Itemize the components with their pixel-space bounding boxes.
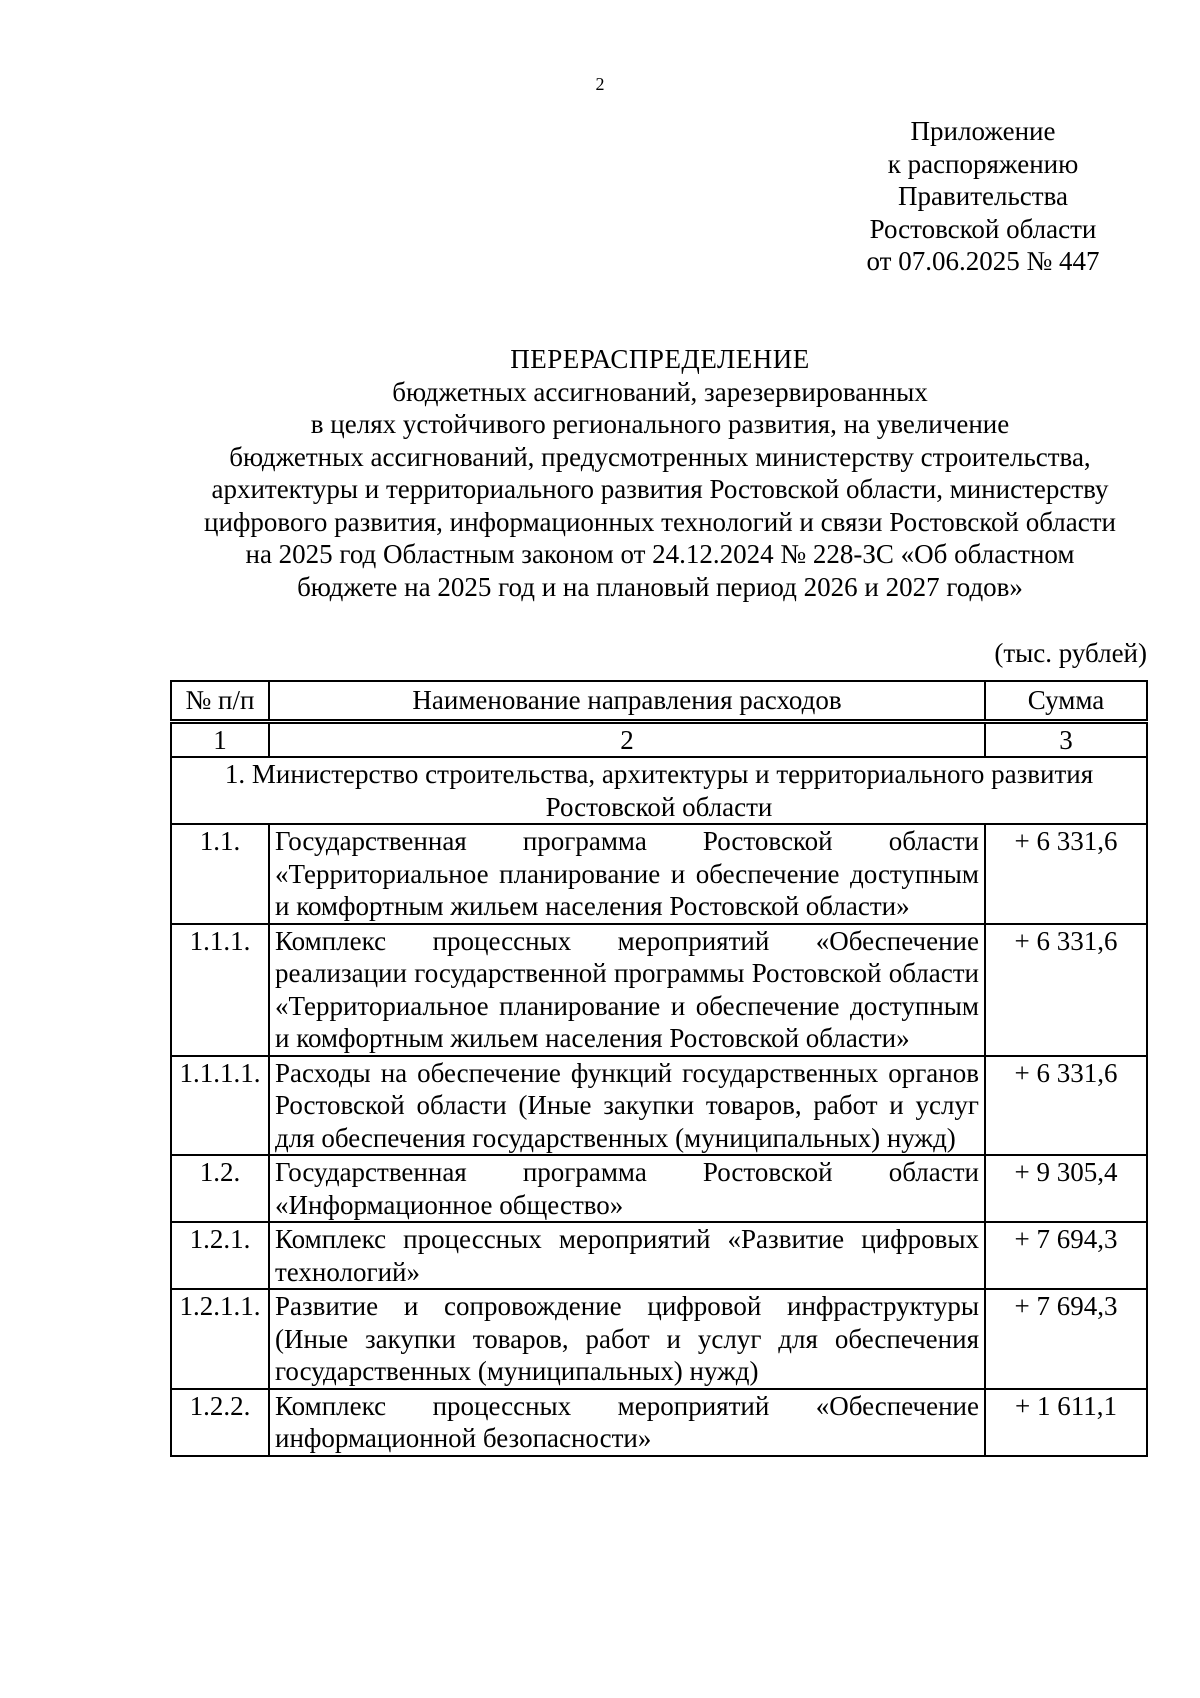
row-name: Развитие и сопровождение цифровой инфраструктуры (Иные закупки товаров, работ и услуг для обеспечения государственных (муниципальных) нужд) (269, 1289, 985, 1389)
row-number: 1.2. (171, 1155, 269, 1222)
title-line: бюджетных ассигнований, предусмотренных министерству строительства, (229, 441, 1091, 472)
budget-table (170, 680, 1148, 1457)
row-name: Расходы на обеспечение функций государственных органов Ростовской области (Иные закупки товаров, работ и услуг для обеспечения государственных (муниципальных) нужд) (269, 1056, 985, 1156)
row-sum: + 6 331,6 (985, 824, 1147, 924)
table-row (171, 1289, 1147, 1389)
table-row (171, 924, 1147, 1056)
row-sum: + 7 694,3 (985, 1222, 1147, 1289)
title-main: ПЕРЕРАСПРЕДЕЛЕНИЕ (510, 344, 810, 374)
document-title (170, 343, 1150, 603)
row-name: Комплекс процессных мероприятий «Обеспечение реализации государственной программы Ростовской области «Территориальное планирование и обеспечение доступным и комфортным жильем населения Ростовской области» (269, 924, 985, 1056)
title-line: на 2025 год Областным законом от 24.12.2024 № 228-ЗС «Об областном (245, 539, 1075, 569)
row-sum: + 6 331,6 (985, 1056, 1147, 1156)
column-numbers-row (171, 721, 1147, 757)
table-header-row (171, 681, 1147, 721)
row-number: 1.1.1.1. (171, 1056, 269, 1156)
title-line: бюджетных ассигнований, зарезервированных (392, 376, 928, 407)
row-number: 1.1. (171, 824, 269, 924)
header-sum: Сумма (985, 681, 1147, 721)
row-sum: + 7 694,3 (985, 1289, 1147, 1389)
section-title: 1. Министерство строительства, архитектуры и территориального развития Ростовской области (171, 757, 1147, 824)
row-sum: + 9 305,4 (985, 1155, 1147, 1222)
row-name: Государственная программа Ростовской области «Информационное общество» (269, 1155, 985, 1222)
row-number: 1.2.1. (171, 1222, 269, 1289)
row-sum: + 1 611,1 (985, 1389, 1147, 1456)
units-label: (тыс. рублей) (994, 638, 1147, 668)
section-row (171, 757, 1147, 824)
title-line: архитектуры и территориального развития Ростовской области, министерству (211, 474, 1109, 504)
row-number: 1.2.2. (171, 1389, 269, 1456)
table-row (171, 1155, 1147, 1222)
column-number: 3 (985, 721, 1147, 757)
page-number: 2 (595, 74, 605, 94)
row-number: 1.2.1.1. (171, 1289, 269, 1389)
row-name: Комплекс процессных мероприятий «Обеспечение информационной безопасности» (269, 1389, 985, 1456)
title-line: цифрового развития, информационных технологий и связи Ростовской области (204, 506, 1116, 537)
title-line: бюджете на 2025 год и на плановый период 2026 и 2027 годов» (297, 571, 1023, 602)
title-line: в целях устойчивого регионального развития, на увеличение (310, 409, 1010, 439)
appendix-line: от 07.06.2025 № 447 (866, 246, 1100, 276)
table-row (171, 1389, 1147, 1456)
table-row (171, 1056, 1147, 1156)
appendix-line: Правительства (898, 181, 1068, 211)
header-number: № п/п (171, 681, 269, 721)
row-name: Государственная программа Ростовской области «Территориальное планирование и обеспечение доступным и комфортным жильем населения Ростовской области» (269, 824, 985, 924)
column-number: 2 (269, 721, 985, 757)
table-row (171, 824, 1147, 924)
row-sum: + 6 331,6 (985, 924, 1147, 1056)
row-name: Комплекс процессных мероприятий «Развитие цифровых технологий» (269, 1222, 985, 1289)
header-name: Наименование направления расходов (269, 681, 985, 721)
row-number: 1.1.1. (171, 924, 269, 1056)
appendix-block (838, 115, 1128, 278)
appendix-line: Ростовской области (869, 213, 1097, 244)
appendix-line: Приложение (910, 116, 1056, 146)
column-number: 1 (171, 721, 269, 757)
table-row (171, 1222, 1147, 1289)
appendix-line: к распоряжению (887, 148, 1079, 179)
